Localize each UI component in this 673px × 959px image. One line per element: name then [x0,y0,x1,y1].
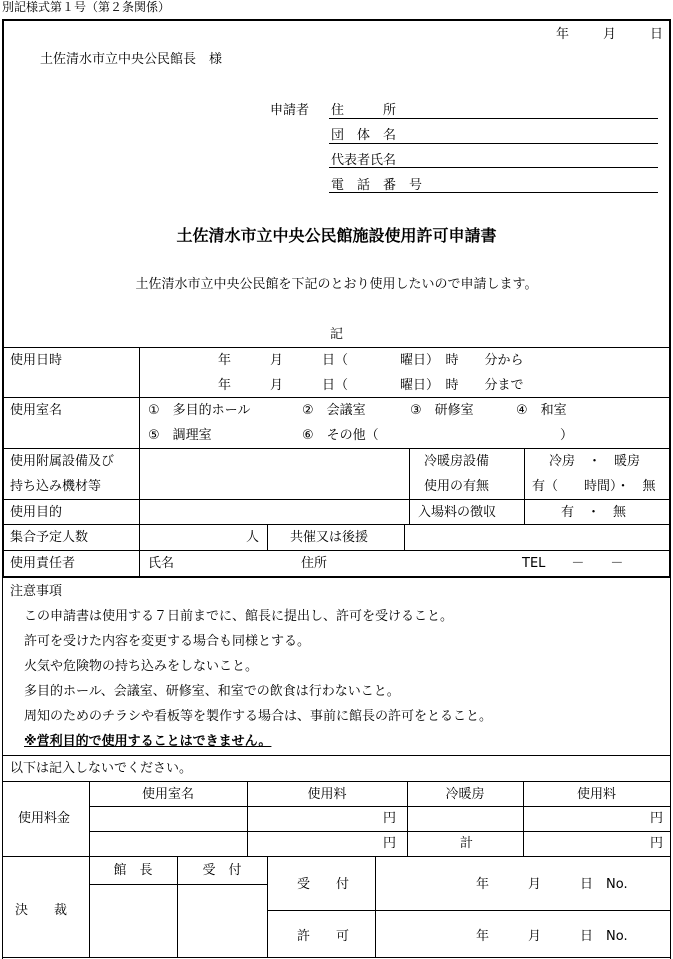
room-option-other-close: ） [560,428,574,443]
approval-line [267,910,671,911]
approval-received-label: 受 付 [297,877,350,892]
fee-table-label: 使用料金 [18,811,71,826]
sponsor-label: 共催又は後援 [290,530,369,545]
note-item: 多目的ホール、会議室、研修室、和室での飲食は行わないこと。 [24,684,400,699]
room-option-meeting[interactable]: ② 会議室 [302,403,366,418]
frame-top [2,19,671,21]
frame-bottom [2,576,671,578]
applicant-address-label: 住 所 [331,103,397,118]
ac-label-1: 冷暖房設備 [424,454,490,469]
attendance-unit: 人 [246,530,260,545]
notes-heading: 注意事項 [10,584,63,599]
office-line [2,781,671,782]
table-line [2,550,671,551]
fee-table-line [2,856,671,857]
office-note: 以下は記入しないでください。 [10,761,193,776]
table-line [267,524,268,550]
office-frame-left [2,781,3,959]
responsible-label: 使用責任者 [10,556,76,571]
approval-permitted-label: 許 可 [297,929,350,944]
table-line [139,347,140,577]
approval-line [89,884,268,885]
fee-total-label: 計 [460,836,474,851]
room-option-japanese[interactable]: ④ 和室 [516,403,567,418]
note-item: 周知のためのチラシや看板等を製作する場合は、事前に館長の許可をとること。 [24,709,493,724]
fee-yen: 円 [383,836,397,851]
ac-option-type[interactable]: 冷房 ・ 暖房 [549,454,641,469]
notes-warning: ※営利目的で使用することはできません。 [24,734,272,749]
fee-header-ac: 冷暖房 [445,787,485,802]
ac-option-hours[interactable]: 有（ 時間）・ 無 [532,479,656,494]
responsible-name: 氏名 [148,556,175,571]
form-label: 別記様式第１号（第２条関係） [2,0,171,14]
frame-right [669,19,671,578]
room-option-other[interactable]: ⑥ その他（ [302,428,379,443]
purpose-label: 使用目的 [10,505,63,520]
equipment-label-1: 使用附属設備及び [10,454,115,469]
room-option-training[interactable]: ③ 研修室 [410,403,474,418]
applicant-representative-field[interactable] [329,167,658,168]
approval-reception: 受 付 [202,863,242,878]
approval-line [375,856,376,958]
office-frame-bottom [2,957,671,958]
usage-date-from[interactable]: 年 月 日（ 曜日） 時 分から [218,353,524,368]
fee-header-room: 使用室名 [141,787,194,802]
table-line [2,524,671,525]
ki-label: 記 [329,327,343,342]
rooms-label: 使用室名 [10,403,63,418]
table-line [409,448,410,524]
applicant-phone-field[interactable] [329,192,658,193]
applicant-address-field[interactable] [329,118,658,119]
fee-header-fee2: 使用料 [576,787,616,802]
notes-frame-left [2,577,3,781]
table-line [524,448,525,524]
entrance-fee-option[interactable]: 有 ・ 無 [561,505,627,520]
fee-yen: 円 [383,811,397,826]
responsible-address: 住所 [301,556,328,571]
table-line [2,499,671,500]
date-day: 日 [650,27,664,42]
notes-frame-right [670,577,671,781]
note-item: 火気や危険物の持ち込みをしないこと。 [24,659,259,674]
addressee: 土佐清水市立中央公民館長 様 [40,52,223,67]
applicant-label: 申請者 [270,103,310,118]
applicant-group-label: 団 体 名 [331,128,397,143]
entrance-fee-label: 入場料の徴収 [418,505,497,520]
table-line [2,448,671,449]
approval-line [267,856,268,958]
table-line [2,397,671,398]
room-option-cooking[interactable]: ⑤ 調理室 [148,428,212,443]
note-item: 許可を受けた内容を変更する場合も同様とする。 [24,634,311,649]
equipment-label-2: 持ち込み機材等 [10,479,102,494]
responsible-tel: TEL － － [522,556,624,571]
fee-yen: 円 [650,836,664,851]
room-option-hall[interactable]: ① 多目的ホール [148,403,251,418]
date-year: 年 [556,27,570,42]
intro-text: 土佐清水市立中央公民館を下記のとおり使用したいので申請します。 [135,277,538,292]
frame-left [2,19,4,578]
date-month: 月 [603,27,617,42]
usage-date-to[interactable]: 年 月 日（ 曜日） 時 分まで [218,378,524,393]
fee-table-line [89,806,671,807]
attendance-label: 集合予定人数 [10,530,89,545]
office-frame-right [670,781,671,959]
fee-table-line [89,831,671,832]
form-title: 土佐清水市立中央公民館施設使用許可申請書 [176,226,497,245]
approval-director: 館 長 [113,863,153,878]
table-line [404,524,405,550]
approval-permitted-date: 年 月 日 No. [476,929,628,944]
approval-label: 決 裁 [15,903,68,918]
applicant-phone-label: 電 話 番 号 [331,178,423,193]
fee-yen: 円 [650,811,664,826]
fee-header-fee: 使用料 [307,787,347,802]
applicant-representative-label: 代表者氏名 [331,153,397,168]
note-item: この申請書は使用する７日前までに、館長に提出し、許可を受けること。 [24,609,454,624]
applicant-group-field[interactable] [329,143,658,144]
approval-received-date: 年 月 日 No. [476,877,628,892]
usage-date-label: 使用日時 [10,353,63,368]
ac-label-2: 使用の有無 [424,479,490,494]
office-line [2,755,671,756]
table-line [2,347,671,348]
